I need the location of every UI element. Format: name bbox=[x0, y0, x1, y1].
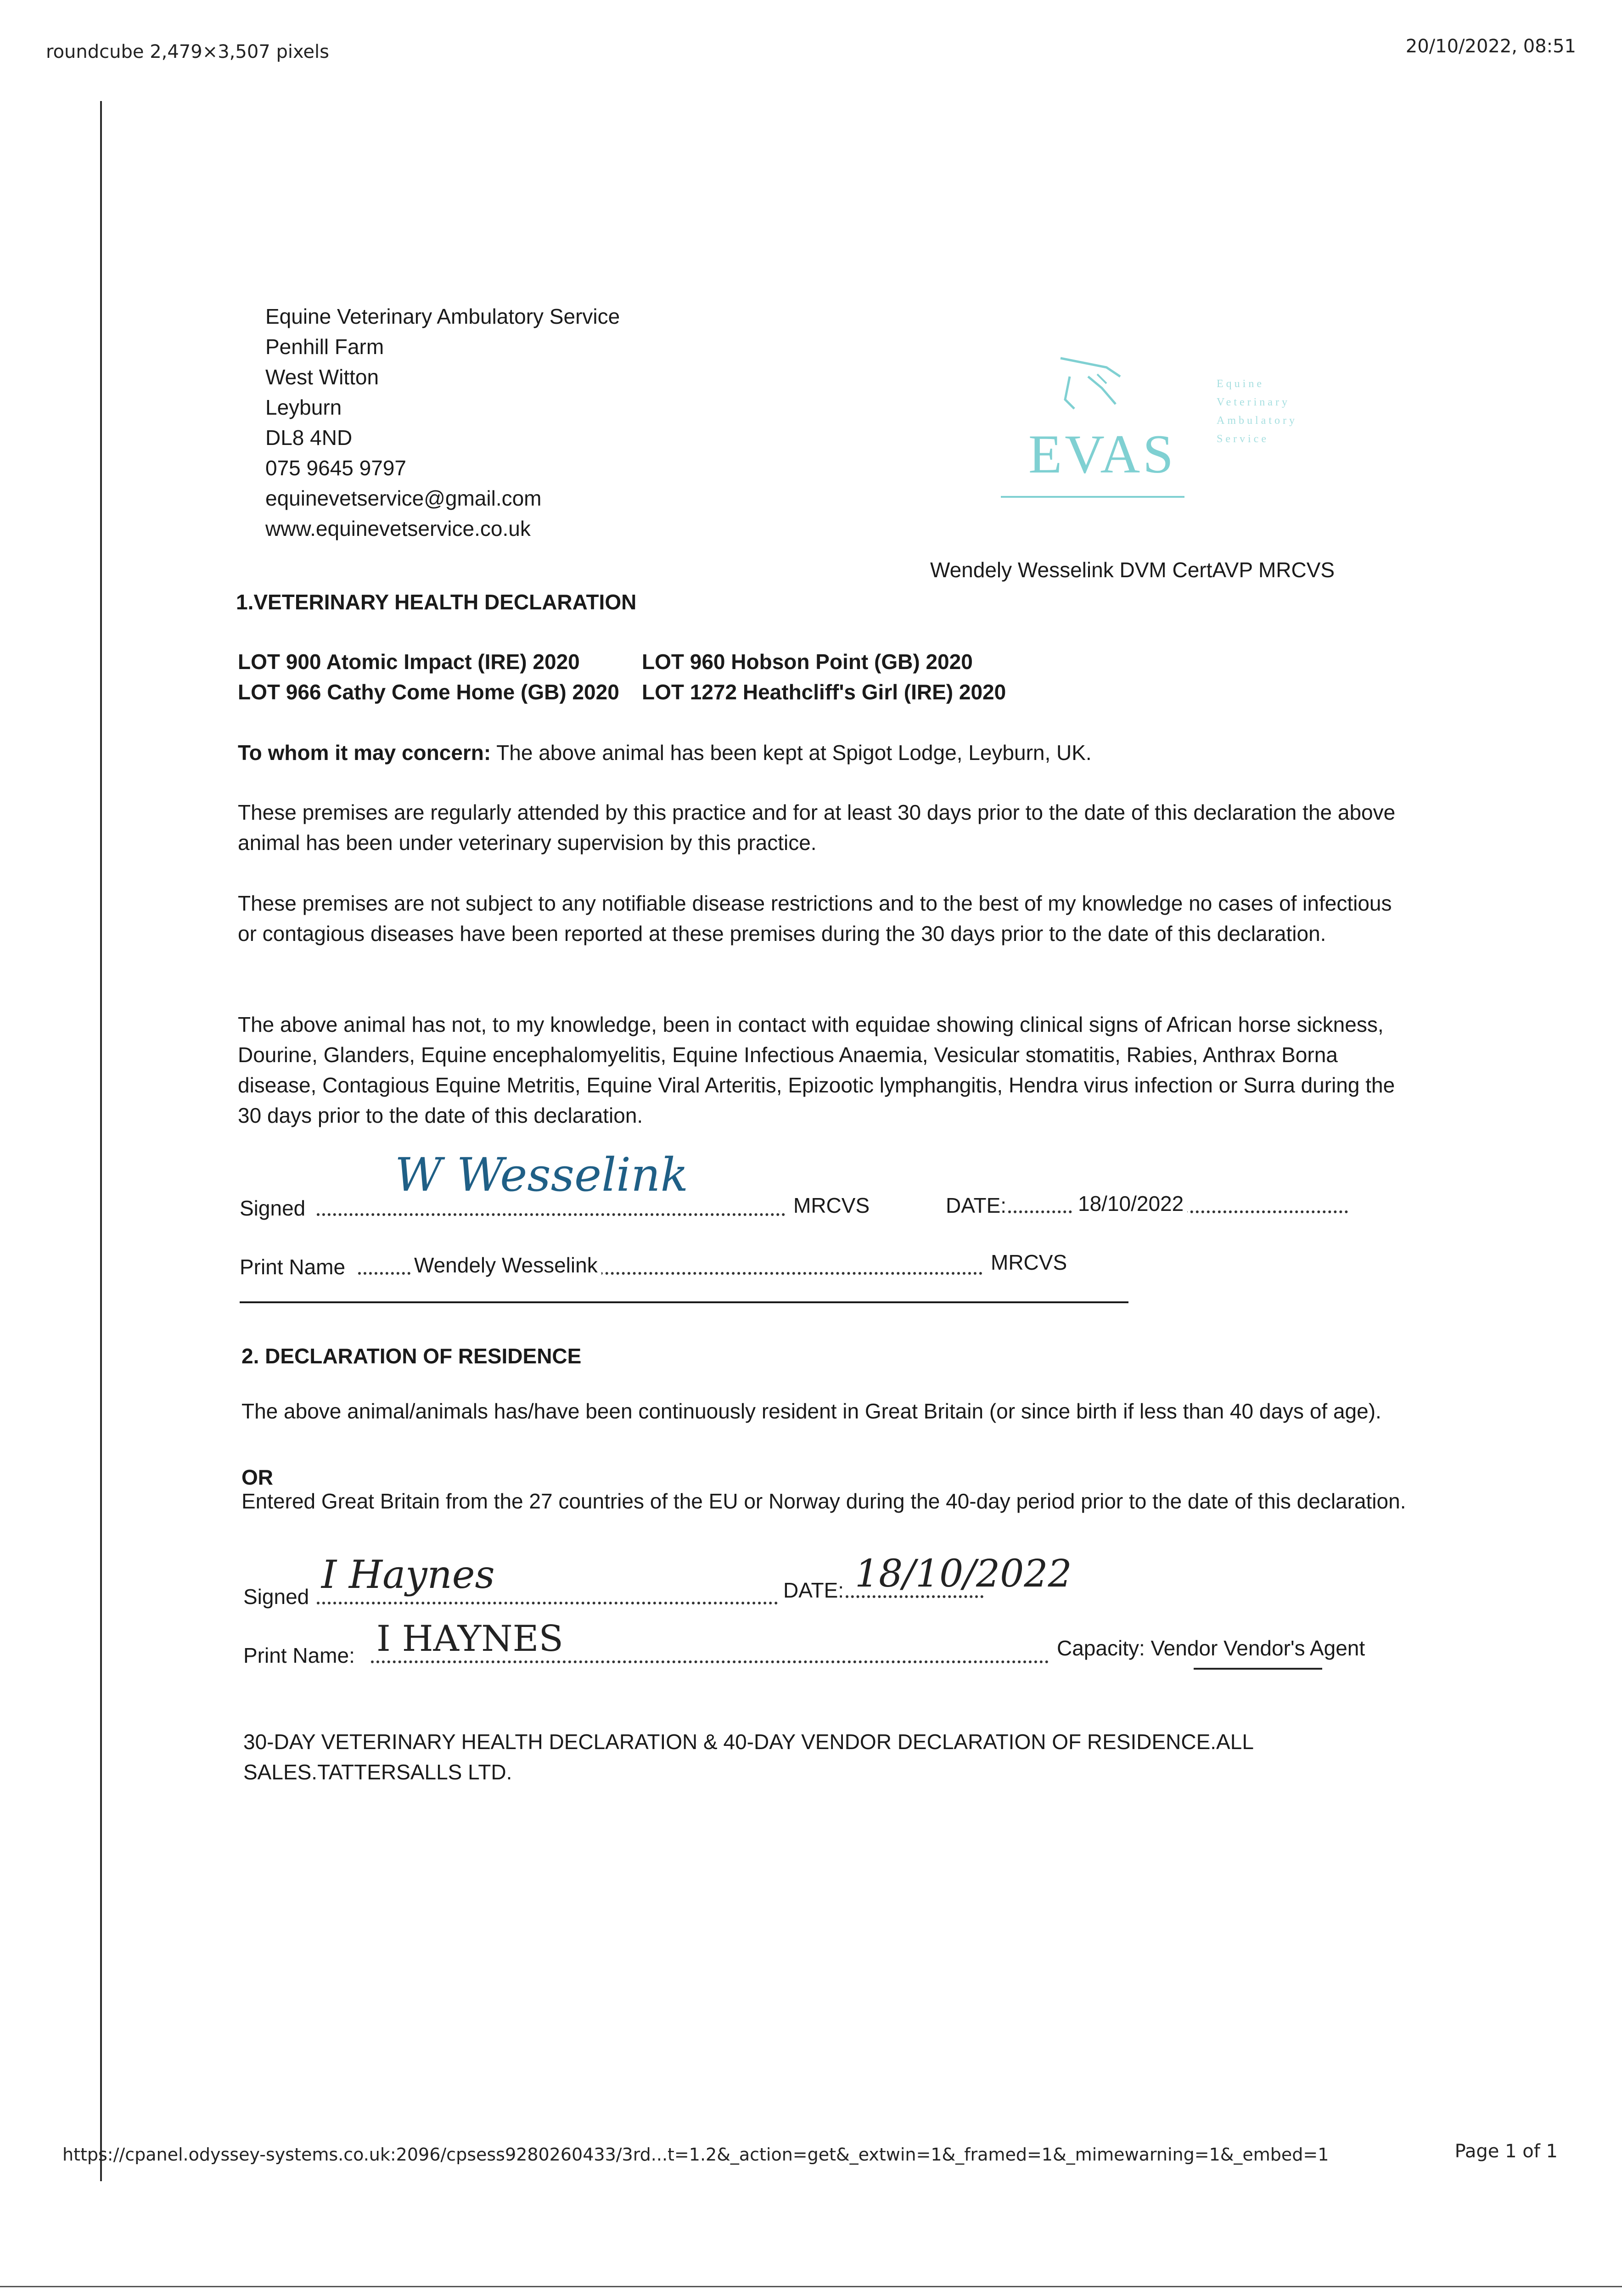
capacity-line bbox=[1057, 1633, 1365, 1663]
scan-page-edge bbox=[100, 101, 102, 2181]
address-line-town: Leyburn bbox=[265, 395, 342, 419]
capacity-label: Capacity: bbox=[1057, 1636, 1145, 1660]
capacity-option-agent: Vendor's Agent bbox=[1224, 1636, 1365, 1660]
logo-word-veterinary: Veterinary bbox=[1217, 396, 1290, 408]
vet-signed-dots bbox=[317, 1213, 785, 1216]
address-line-farm: Penhill Farm bbox=[265, 335, 384, 359]
vet-print-suffix: MRCVS bbox=[991, 1250, 1067, 1274]
section2-or: OR bbox=[241, 1465, 273, 1489]
vet-signature: W Wesselink bbox=[395, 1148, 689, 1202]
address-line-email: equinevetservice@gmail.com bbox=[265, 486, 542, 510]
horse-head-icon bbox=[1051, 349, 1143, 418]
section1-paragraph-restrictions: These premises are not subject to any notifiable disease restrictions and to the best of my knowledge no cases of infectious or contagious diseases have been reported at these premises during the 30 days prior to the date of this declaration. bbox=[238, 891, 1392, 945]
logo-word-equine: Equine bbox=[1217, 378, 1264, 390]
logo-underline bbox=[1001, 496, 1184, 498]
lot-900: LOT 900 Atomic Impact (IRE) 2020 bbox=[238, 650, 580, 674]
section-divider bbox=[240, 1301, 1128, 1303]
lot-960: LOT 960 Hobson Point (GB) 2020 bbox=[642, 650, 973, 674]
concern-line bbox=[238, 737, 1092, 768]
vet-print-label: Print Name bbox=[240, 1255, 346, 1279]
vet-date-value: 18/10/2022 bbox=[1074, 1188, 1187, 1219]
footer-note bbox=[243, 1727, 1254, 1787]
address-line-postcode: DL8 4ND bbox=[265, 426, 353, 450]
browser-header-datetime: 20/10/2022, 08:51 bbox=[1405, 36, 1576, 57]
section1-paragraph-diseases: The above animal has not, to my knowledge, been in contact with equidae showing clinical signs of African horse sickness, Dourine, Glanders, Equine encephalomyelitis, Equine Infectious Anaemia, Vesicular stomatitis, Rabies, Anthrax Borna disease, Contagious Equine Metritis, Equine Viral Arteritis, Epizootic lymphangitis, Hendra virus infection or Surra during the 30 days prior to the date of this declaration. bbox=[238, 1013, 1395, 1127]
vet-signed-suffix: MRCVS bbox=[793, 1193, 870, 1217]
vendor-date-handwritten: 18/10/2022 bbox=[855, 1552, 1072, 1596]
vendor-print-label: Print Name: bbox=[243, 1643, 355, 1667]
logo-words bbox=[1217, 375, 1297, 448]
logo-word-service: Service bbox=[1217, 433, 1269, 445]
vet-date-label: DATE: bbox=[946, 1193, 1007, 1217]
footer-note-line-2: SALES.TATTERSALLS LTD. bbox=[243, 1760, 512, 1784]
concern-text: The above animal has been kept at Spigot Lodge, Leyburn, UK. bbox=[496, 741, 1092, 765]
capacity-vendor-underline bbox=[1194, 1668, 1322, 1670]
evas-logo bbox=[1001, 349, 1331, 514]
browser-footer-url: https://cpanel.odyssey-systems.co.uk:2096/cpsess9280260433/3rd...t=1.2&_action=get&_extwin=1&_framed=1&_mimewarning=1&_embed=1 bbox=[62, 2144, 1329, 2165]
capacity-option-vendor: Vendor bbox=[1151, 1636, 1218, 1660]
address-line-phone: 075 9645 9797 bbox=[265, 456, 406, 480]
scan-bottom-rule bbox=[0, 2286, 1622, 2287]
vet-signed-label: Signed bbox=[240, 1196, 306, 1220]
vendor-signed-dots bbox=[317, 1602, 778, 1604]
vendor-print-dots bbox=[371, 1660, 1049, 1663]
section2-heading: 2. DECLARATION OF RESIDENCE bbox=[241, 1344, 582, 1368]
vendor-signed-label: Signed bbox=[243, 1585, 309, 1609]
section1-heading: 1.VETERINARY HEALTH DECLARATION bbox=[236, 590, 637, 614]
section2-paragraph-entered: Entered Great Britain from the 27 countries of the EU or Norway during the 40-day period prior to the date of this declaration. bbox=[241, 1489, 1406, 1513]
footer-note-line-1: 30-DAY VETERINARY HEALTH DECLARATION & 40-DAY VENDOR DECLARATION OF RESIDENCE.ALL bbox=[243, 1730, 1254, 1754]
section1-paragraph-supervision: These premises are regularly attended by this practice and for at least 30 days prior to the date of this declaration the above animal has been under veterinary supervision by this practice. bbox=[238, 800, 1396, 855]
vendor-date-label: DATE: bbox=[783, 1578, 844, 1602]
browser-header-title: roundcube 2,479×3,507 pixels bbox=[46, 41, 329, 62]
address-line-website: www.equinevetservice.co.uk bbox=[265, 517, 531, 540]
browser-footer-page: Page 1 of 1 bbox=[1454, 2141, 1558, 2162]
lot-1272: LOT 1272 Heathcliff's Girl (IRE) 2020 bbox=[642, 680, 1006, 704]
address-line-practice: Equine Veterinary Ambulatory Service bbox=[265, 304, 620, 328]
logo-abbreviation: EVAS bbox=[1028, 423, 1176, 484]
vendor-print-handwritten: I HAYNES bbox=[376, 1618, 563, 1660]
concern-label: To whom it may concern: bbox=[238, 741, 491, 765]
section2-paragraph-resident: The above animal/animals has/have been continuously resident in Great Britain (or since birth if less than 40 days of age). bbox=[241, 1399, 1381, 1423]
address-line-village: West Witton bbox=[265, 365, 379, 389]
vet-print-value: Wendely Wesselink bbox=[410, 1250, 601, 1280]
vet-name-credentials: Wendely Wesselink DVM CertAVP MRCVS bbox=[930, 558, 1335, 582]
lot-966: LOT 966 Cathy Come Home (GB) 2020 bbox=[238, 680, 619, 704]
letterhead-address bbox=[265, 301, 620, 544]
logo-word-ambulatory: Ambulatory bbox=[1217, 415, 1297, 427]
vendor-signature: I Haynes bbox=[321, 1552, 495, 1597]
